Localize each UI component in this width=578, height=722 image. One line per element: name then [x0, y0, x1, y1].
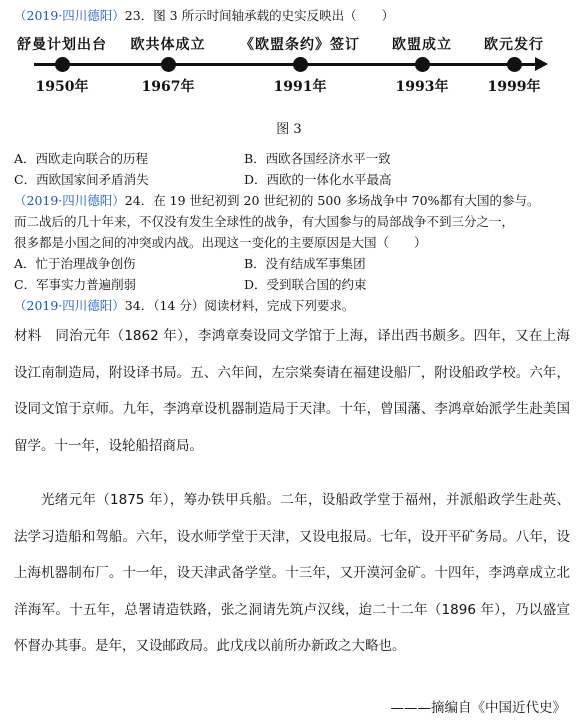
timeline-event: 欧共体成立 — [130, 37, 206, 53]
q23-option-a: A．西欧走向联合的历程 — [14, 151, 149, 166]
timeline-dot — [415, 57, 430, 72]
timeline-figure — [14, 30, 570, 100]
q24-option-b: B．没有结成军事集团 — [244, 256, 366, 271]
q24-stem-line — [14, 191, 539, 209]
q24-stem-line-3: 很多都是小国之间的冲突或内战。出现这一变化的主要原因是大国（ ） — [14, 235, 427, 250]
q34-stem-line — [14, 296, 354, 314]
q23-option-d: D．西欧的一体化水平最高 — [244, 172, 392, 187]
q24-option-d: D．受到联合国的约束 — [244, 277, 367, 292]
q24-stem-line-2: 而二战后的几十年来，不仅没有发生全球性的战争，有大国参与的局部战争不到三分之一， — [14, 214, 515, 229]
q24-option-c: C．军事实力普遍削弱 — [14, 277, 137, 292]
q23-stem-line — [14, 6, 394, 24]
timeline-year: 1993年 — [395, 79, 449, 95]
material-paragraph-1: 材料 同治元年（1862 年），李鸿章奏设同文学馆于上海，译出西书颇多。四年，又在上海设江南制造局，附设译书局。五、六年间，左宗棠奏请在福建设船厂，附设船政学校。六年，设同文馆于京师。九年，李鸿章设机器制造局于天津。十年，曾国藩、李鸿章始派学生赴美国留学。十一年，设轮船招商局。 — [14, 328, 570, 454]
q24-stem-line-1: 24．在 19 世纪初到 20 世纪初的 500 多场战争中 70%都有大国的参与。 — [124, 193, 540, 208]
q23-option-c: C．西欧国家间矛盾消失 — [14, 172, 149, 187]
q23-stem: 23．图 3 所示时间轴承载的史实反映出（ ） — [124, 8, 395, 23]
timeline-event: 舒曼计划出台 — [17, 37, 107, 53]
q24-source: （2019·四川德阳） — [14, 193, 125, 208]
timeline-arrow-icon — [535, 57, 548, 71]
timeline-year: 1991年 — [273, 79, 327, 95]
timeline-dot — [55, 57, 70, 72]
material-paragraph-2: 光绪元年（1875 年），筹办铁甲兵船。二年，设船政学堂于福州，并派船政学生赴英、法学习造船和驾船。六年，设水师学堂于天津，又设电报局。七年，设开平矿务局。八年，设上海机器制布厂。十一年，设天津武备学堂。十三年，又开漠河金矿。十四年，李鸿章成立北洋海军。十五年，总署请造铁路，张之洞请先筑卢汉线，迨二十二年（1896 年），乃以盛宣怀督办其事。是年，又设邮政局。此戊戌以前所办新政之大略也。 — [14, 492, 570, 654]
timeline-event: 《欧盟条约》签订 — [240, 37, 360, 53]
timeline-year: 1967年 — [141, 79, 195, 95]
q23-option-b: B．西欧各国经济水平一致 — [244, 151, 391, 166]
timeline-year: 1950年 — [35, 79, 89, 95]
q34-stem: 34．（14 分）阅读材料，完成下列要求。 — [124, 298, 355, 313]
timeline-axis — [34, 63, 538, 66]
timeline-dot — [507, 57, 522, 72]
figure-caption: 图 3 — [276, 122, 302, 137]
timeline-dot — [161, 57, 176, 72]
timeline-dot — [293, 57, 308, 72]
q24-option-a: A．忙于治理战争创伤 — [14, 256, 136, 271]
q23-source: （2019·四川德阳） — [14, 8, 125, 23]
timeline-event: 欧元发行 — [484, 37, 544, 53]
timeline-year: 1999年 — [487, 79, 541, 95]
q34-source: （2019·四川德阳） — [14, 298, 125, 313]
source-signature: ———摘编自《中国近代史》 — [390, 700, 566, 716]
timeline-event: 欧盟成立 — [392, 37, 452, 53]
